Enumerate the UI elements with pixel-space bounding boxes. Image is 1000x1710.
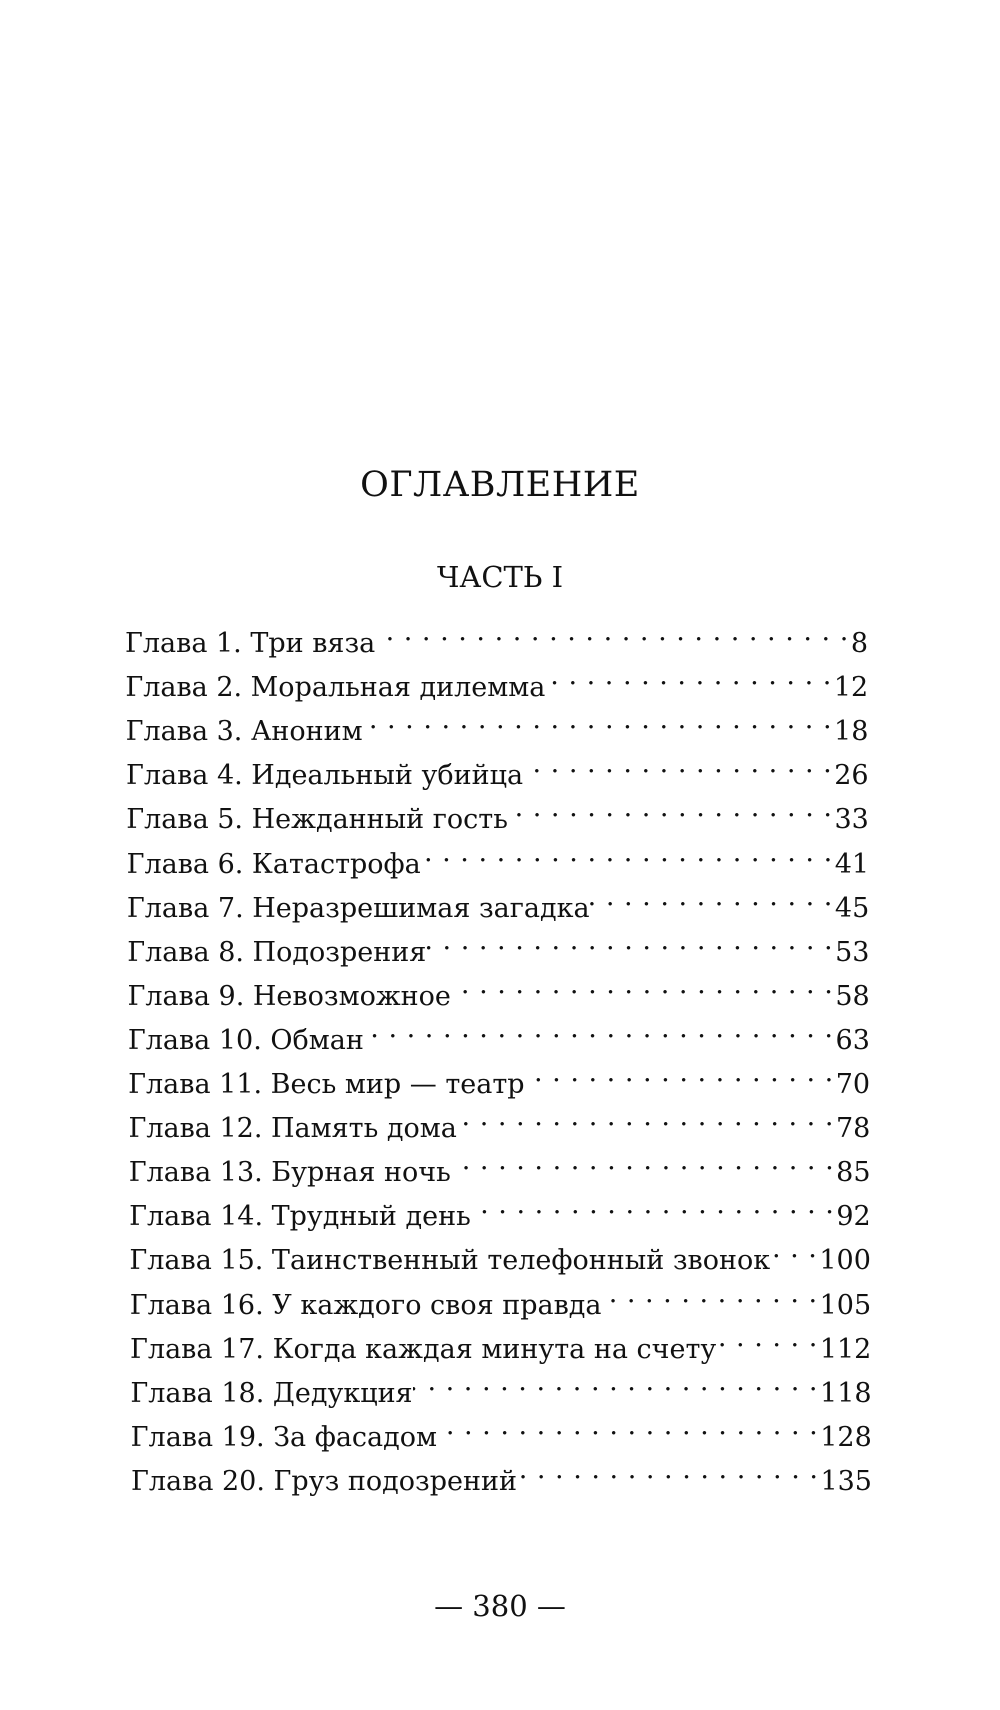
toc-entry: [127, 1009, 870, 1056]
page-number: — 380 —: [434, 1589, 566, 1623]
toc-page-number: 53: [835, 936, 870, 968]
toc-leader-dots: [471, 1185, 835, 1225]
toc-leader-dots: [525, 1053, 834, 1093]
toc-chapter-title: Глава 3. Аноним: [125, 716, 363, 748]
toc-entry: [128, 1097, 871, 1145]
toc-leader-dots: [770, 1229, 817, 1269]
toc-leader-dots: [451, 1141, 834, 1181]
toc-page-number: 63: [835, 1024, 870, 1056]
toc-chapter-title: Глава 18. Дедукция: [130, 1377, 413, 1409]
toc-chapter-title: Глава 6. Катастрофа: [126, 848, 421, 880]
toc-entry: [130, 1318, 872, 1365]
toc-entry: [131, 1450, 872, 1497]
toc-page-number: 26: [834, 760, 869, 792]
toc-leader-dots: [457, 1097, 834, 1137]
toc-leader-dots: [363, 700, 832, 740]
toc-chapter-title: Глава 2. Моральная дилемма: [125, 672, 546, 704]
toc-page-number: 128: [820, 1421, 872, 1453]
toc-chapter-title: Глава 8. Подозрения: [127, 936, 427, 968]
toc-leader-dots: [590, 877, 833, 917]
toc-chapter-title: Глава 5. Нежданный гость: [126, 804, 508, 836]
toc-entry: [125, 612, 868, 659]
toc-page-number: 135: [820, 1465, 872, 1497]
toc-leader-dots: [545, 656, 831, 696]
toc-entry: [126, 833, 870, 880]
toc-chapter-title: Глава 14. Трудный день: [129, 1201, 471, 1233]
toc-page-number: 85: [836, 1157, 871, 1189]
toc-chapter-title: Глава 17. Когда каждая минута на счету: [130, 1333, 717, 1365]
toc-entry: [125, 700, 869, 748]
toc-leader-dots: [437, 1406, 818, 1446]
toc-chapter-title: Глава 20. Груз подозрений: [131, 1465, 517, 1497]
toc-entry: [126, 877, 870, 924]
toc-chapter-title: Глава 12. Память дома: [128, 1113, 457, 1145]
toc-page-number: 58: [835, 980, 870, 1012]
toc-entry: [126, 788, 869, 836]
part-heading: ЧАСТЬ I: [436, 560, 564, 594]
toc-chapter-title: Глава 7. Неразрешимая загадка: [126, 892, 590, 924]
toc-page-number: 78: [835, 1113, 871, 1145]
toc-chapter-title: Глава 10. Обман: [127, 1024, 364, 1056]
toc-entry: [127, 921, 870, 968]
toc-chapter-title: Глава 11. Весь мир — театр: [128, 1069, 525, 1100]
toc-leader-dots: [364, 1009, 834, 1049]
toc-entry: [129, 1185, 871, 1233]
toc-entry: [128, 1053, 871, 1100]
toc-page-number: 70: [835, 1069, 871, 1100]
toc-leader-dots: [451, 965, 833, 1005]
toc-page-number: 100: [819, 1245, 871, 1277]
toc-chapter-title: Глава 13. Бурная ночь: [128, 1157, 451, 1189]
toc-entry: [130, 1406, 872, 1453]
toc-chapter-title: Глава 4. Идеальный убийца: [125, 760, 524, 792]
toc-entry: [130, 1362, 872, 1409]
toc-chapter-title: Глава 19. За фасадом: [130, 1421, 438, 1453]
toc-leader-dots: [602, 1274, 818, 1314]
toc-page-number: 92: [836, 1201, 871, 1233]
toc-leader-dots: [508, 788, 833, 828]
toc-leader-dots: [421, 833, 833, 873]
toc-entry: [129, 1229, 871, 1277]
toc-leader-dots: [517, 1450, 818, 1490]
toc-entry: [125, 744, 869, 792]
toc-page-number: 12: [833, 672, 869, 704]
toc-entry: [127, 965, 870, 1012]
page-title: ОГЛАВЛЕНИЕ: [360, 465, 640, 505]
toc-leader-dots: [716, 1318, 818, 1358]
toc-entry: [129, 1274, 872, 1321]
toc-chapter-title: Глава 9. Невозможное: [127, 980, 451, 1012]
toc-leader-dots: [523, 744, 832, 784]
toc-page-number: 45: [834, 892, 870, 924]
toc-page-number: 8: [850, 628, 868, 659]
toc-leader-dots: [375, 612, 849, 652]
toc-entry: [125, 656, 869, 704]
toc-page-number: 112: [819, 1333, 872, 1365]
toc-entry: [128, 1141, 871, 1189]
toc-page-number: 105: [819, 1289, 872, 1321]
toc-leader-dots: [413, 1362, 818, 1402]
toc-leader-dots: [426, 921, 833, 961]
toc-page-number: 118: [820, 1377, 872, 1409]
toc-chapter-title: Глава 1. Три вяза: [125, 628, 376, 659]
toc-page-number: 18: [834, 716, 869, 748]
toc-chapter-title: Глава 16. У каждого своя правда: [129, 1289, 602, 1321]
toc-chapter-title: Глава 15. Таинственный телефонный звонок: [129, 1245, 771, 1277]
toc-page-number: 41: [834, 848, 870, 880]
toc-page-number: 33: [834, 804, 869, 836]
